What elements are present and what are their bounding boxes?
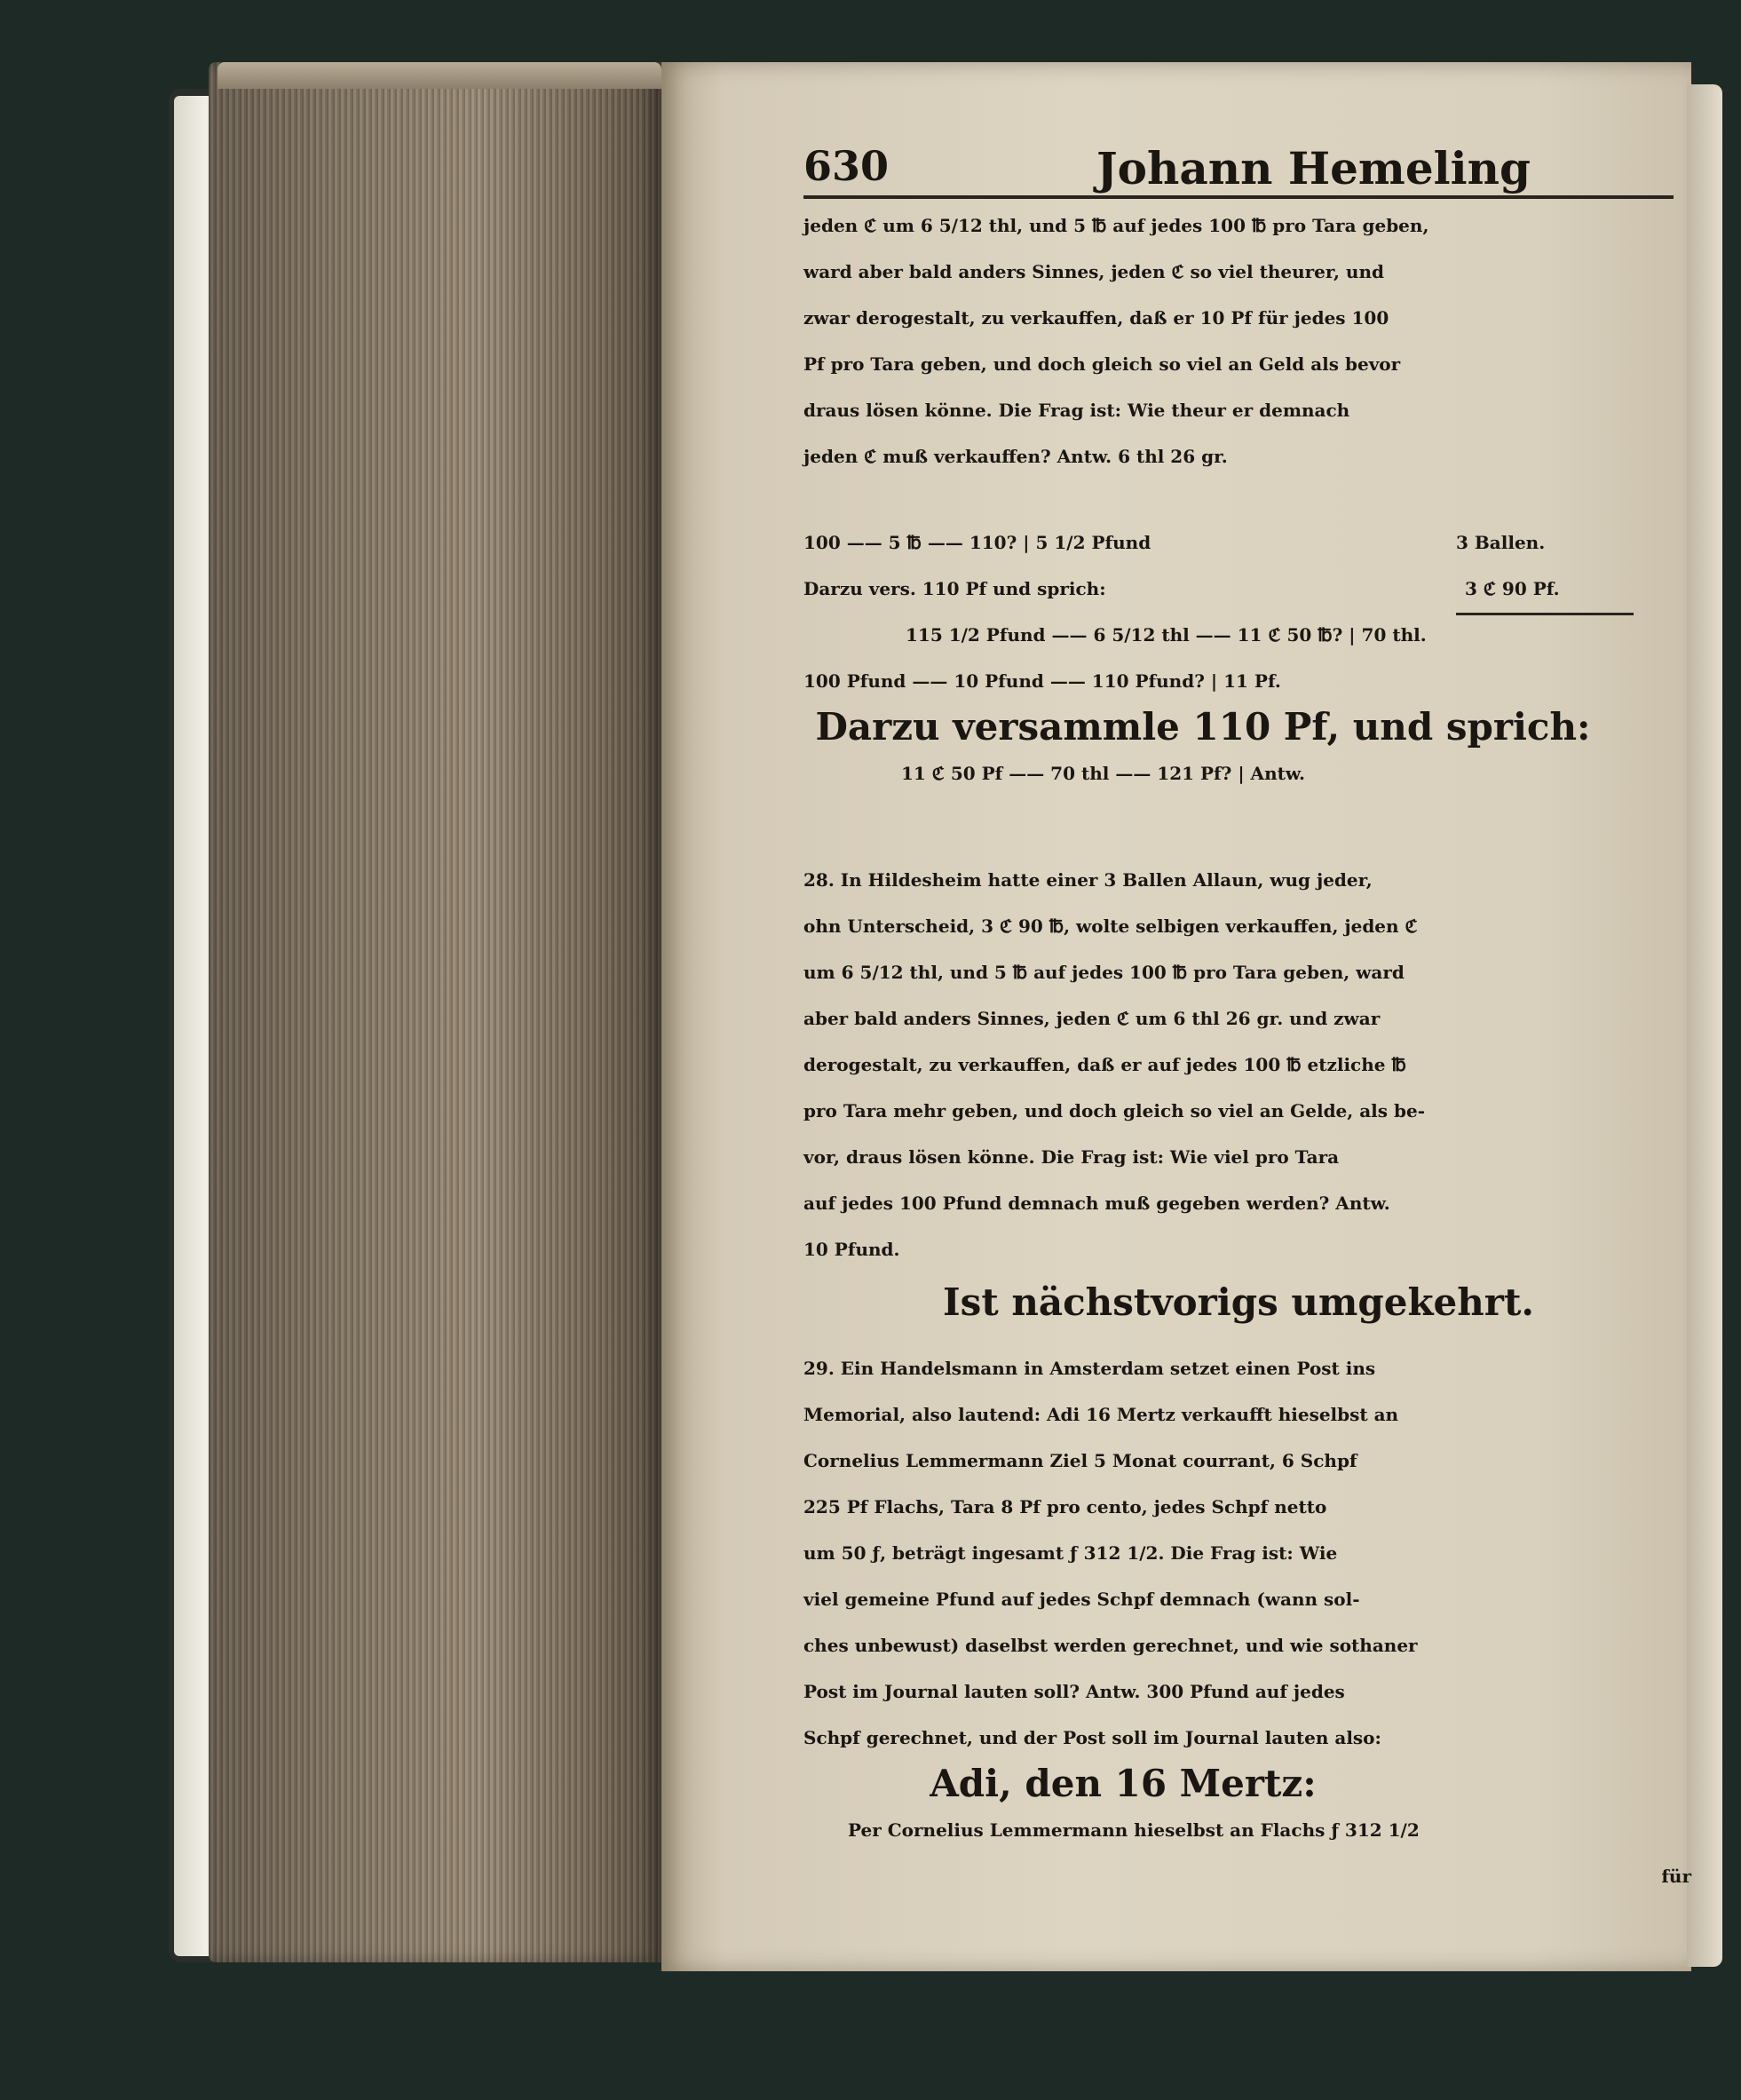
- calc-proportion: 100 —— 5 ℔ —— 110? | 5 1/2 Pfund: [803, 532, 1151, 553]
- calc-line: [803, 519, 1691, 566]
- journal-entry: Per Cornelius Lemmermann hieselbst an Flachs ƒ 312 1/2: [848, 1819, 1420, 1841]
- calc-line: 100 Pfund —— 10 Pfund —— 110 Pfund? | 11 Pf.: [803, 670, 1281, 692]
- calc-line: Darzu versammle 110 Pf, und sprich:: [815, 705, 1591, 749]
- running-title: Johann Hemeling: [1096, 142, 1531, 194]
- text-line: 28. In Hildesheim hatte einer 3 Ballen Allaun, wug jeder,: [803, 869, 1373, 891]
- text-line: jeden ℭ um 6 5/12 thl, und 5 ℔ auf jedes 100 ℔ pro Tara geben,: [803, 215, 1429, 236]
- text-line: auf jedes 100 Pfund demnach muß gegeben werden? Antw.: [803, 1193, 1390, 1214]
- catchword: für: [1661, 1866, 1691, 1887]
- text-line: 10 Pfund.: [803, 1239, 900, 1260]
- text-line: draus lösen könne. Die Frag ist: Wie theur er demnach: [803, 400, 1350, 421]
- calc-aside: 3 ℭ 90 Pf.: [1465, 578, 1560, 599]
- calc-line: [803, 566, 1691, 612]
- text-line: 29. Ein Handelsmann in Amsterdam setzet einen Post ins: [803, 1358, 1376, 1379]
- calc-line: 115 1/2 Pfund —— 6 5/12 thl —— 11 ℭ 50 ℔? | 70 thl.: [906, 624, 1427, 646]
- text-line: Cornelius Lemmermann Ziel 5 Monat courrant, 6 Schpf: [803, 1450, 1357, 1471]
- text-line: pro Tara mehr geben, und doch gleich so viel an Gelde, als be-: [803, 1100, 1425, 1121]
- text-line: Post im Journal lauten soll? Antw. 300 Pfund auf jedes: [803, 1681, 1345, 1702]
- text-line: Pf pro Tara geben, und doch gleich so viel an Geld als bevor: [803, 353, 1401, 375]
- calc-instruction: Darzu vers. 110 Pf und sprich:: [803, 578, 1106, 599]
- journal-heading: Adi, den 16 Mertz:: [930, 1762, 1317, 1805]
- page-stack-top: [218, 62, 661, 89]
- text-line: jeden ℭ muß verkauffen? Antw. 6 thl 26 gr.: [803, 446, 1228, 467]
- text-line: um 6 5/12 thl, und 5 ℔ auf jedes 100 ℔ pro Tara geben, ward: [803, 962, 1405, 983]
- text-line: viel gemeine Pfund auf jedes Schpf demnach (wann sol-: [803, 1589, 1360, 1610]
- text-line: derogestalt, zu verkauffen, daß er auf jedes 100 ℔ etzliche ℔: [803, 1054, 1406, 1075]
- text-line: um 50 ƒ, beträgt ingesamt ƒ 312 1/2. Die Frag ist: Wie: [803, 1542, 1338, 1564]
- text-line: zwar derogestalt, zu verkauffen, daß er 10 Pf für jedes 100: [803, 307, 1389, 329]
- text-line: aber bald anders Sinnes, jeden ℭ um 6 thl 26 gr. und zwar: [803, 1008, 1381, 1029]
- calc-underline: [1456, 613, 1634, 615]
- problem-28-note: Ist nächstvorigs umgekehrt.: [943, 1280, 1534, 1324]
- problem-29: [803, 1345, 1691, 1899]
- problem-28: [803, 857, 1691, 1326]
- text-line: vor, draus lösen könne. Die Frag ist: Wie viel pro Tara: [803, 1146, 1340, 1168]
- calc-line: 11 ℭ 50 Pf —— 70 thl —— 121 Pf? | Antw.: [901, 763, 1306, 784]
- next-page-edge: [1687, 84, 1722, 1967]
- calc-aside: 3 Ballen.: [1456, 532, 1546, 553]
- intro-paragraph: [803, 202, 1691, 479]
- text-line: ches unbewust) daselbst werden gerechnet, und wie sothaner: [803, 1635, 1418, 1656]
- text-line: ward aber bald anders Sinnes, jeden ℭ so viel theurer, und: [803, 261, 1384, 282]
- page-header: [803, 142, 1674, 199]
- page-number: 630: [803, 142, 890, 190]
- calculation-block: [803, 519, 1691, 796]
- text-line: 225 Pf Flachs, Tara 8 Pf pro cento, jedes Schpf netto: [803, 1496, 1327, 1518]
- text-line: Schpf gerechnet, und der Post soll im Journal lauten also:: [803, 1727, 1381, 1748]
- page-stack-fore-edge: [209, 62, 661, 1962]
- text-line: Memorial, also lautend: Adi 16 Mertz verkaufft hieselbst an: [803, 1404, 1399, 1425]
- text-line: ohn Unterscheid, 3 ℭ 90 ℔, wolte selbigen verkauffen, jeden ℭ: [803, 915, 1418, 937]
